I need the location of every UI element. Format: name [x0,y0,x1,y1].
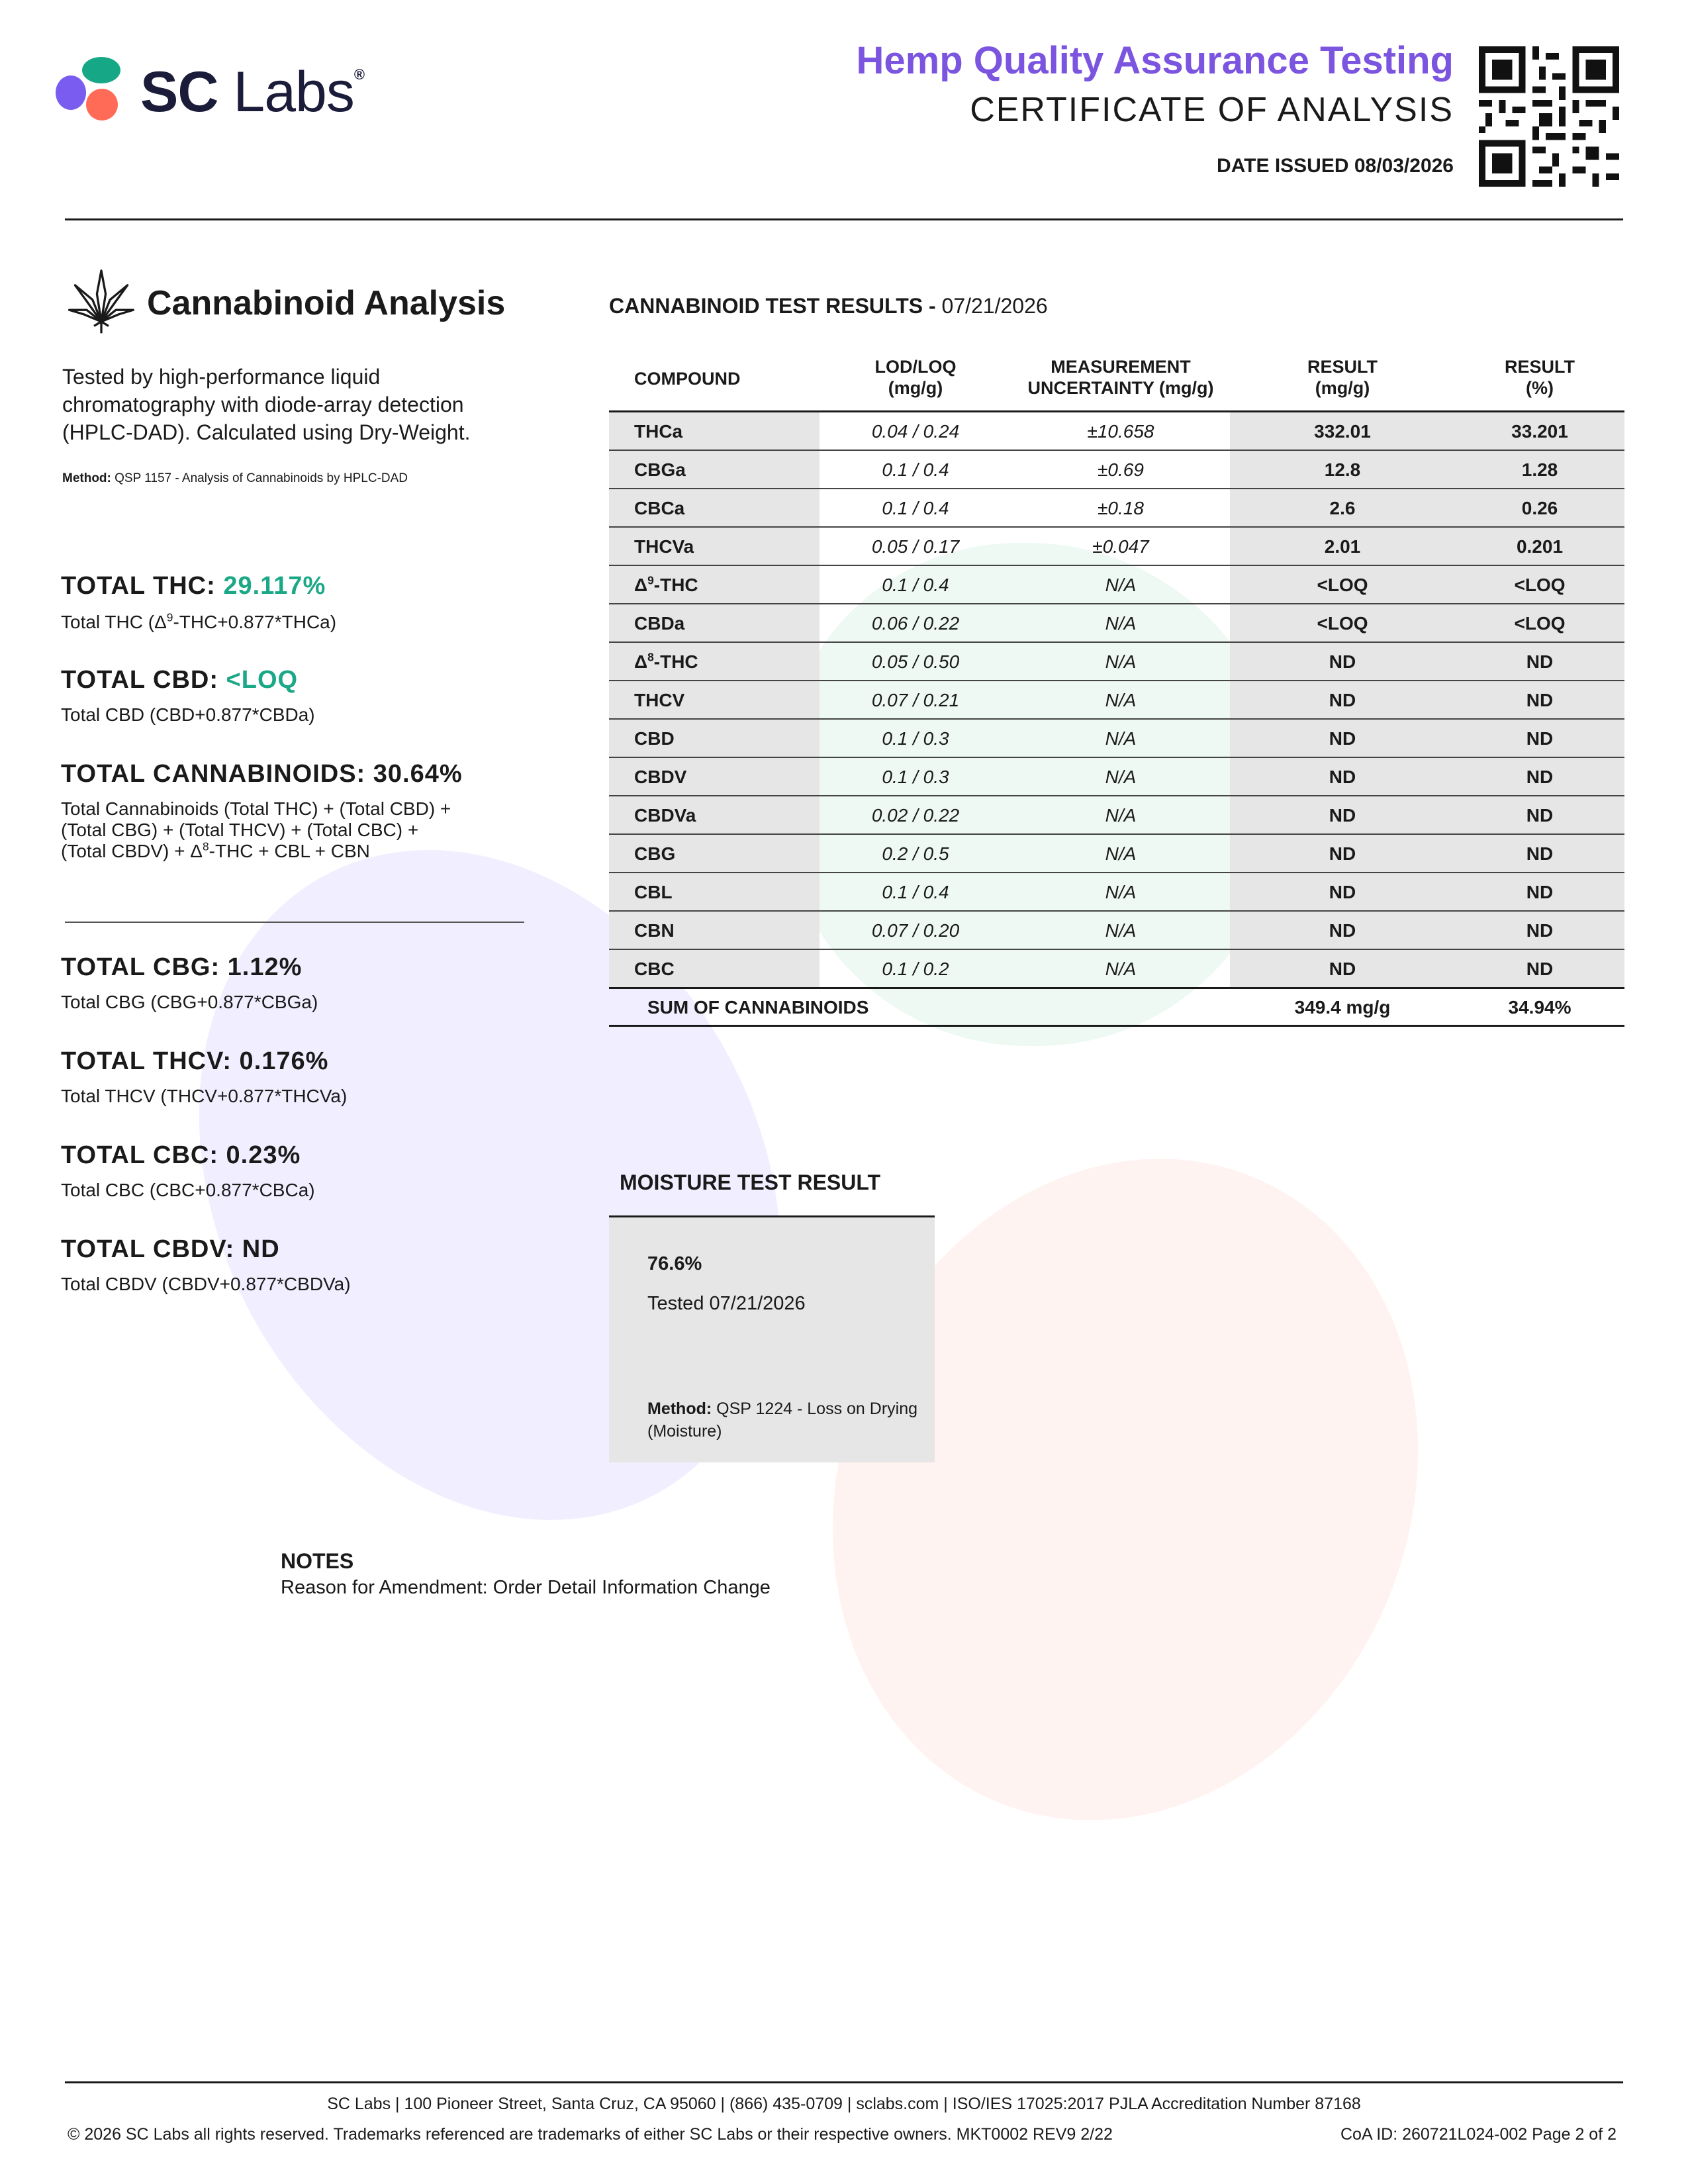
table-header [609,351,1624,412]
lod-loq-value: 0.06 / 0.22 [871,613,960,634]
result-pct-value: 0.201 [1516,536,1564,557]
uncertainty-value: ±0.69 [1098,459,1144,480]
uncertainty-value: N/A [1105,613,1137,634]
uncertainty-value: ±0.047 [1092,536,1149,557]
result-pct-value: ND [1526,767,1554,787]
logo-wordmark: SC Labs® [140,60,365,124]
totals-divider [65,922,524,923]
total-cbdv-formula: Total CBDV (CBDV+0.877*CBDVa) [61,1274,351,1294]
uncertainty-value: ±0.18 [1098,498,1144,518]
logo-violet-dot [56,75,86,110]
lod-loq-value: 0.1 / 0.3 [882,728,949,749]
uncertainty-value: N/A [1105,959,1137,979]
compound-name: CBGa [634,459,686,480]
lod-loq-value: 0.07 / 0.21 [871,690,960,710]
uncertainty-value: N/A [1105,882,1137,902]
total-cbdv-heading: TOTAL CBDV: ND [61,1235,280,1263]
date-issued: DATE ISSUED 08/03/2026 [1217,155,1454,177]
result-pct-value: ND [1526,651,1554,672]
compound-name: THCVa [634,536,694,557]
result-pct-value: ND [1526,843,1554,864]
lod-loq-value: 0.1 / 0.4 [882,498,949,518]
result-pct-value: <LOQ [1514,575,1566,595]
table-row [609,796,1624,835]
result-pct-value: 1.28 [1521,459,1558,480]
moisture-value: 76.6% [647,1253,702,1274]
footer-copyright: © 2026 SC Labs all rights reserved. Trademarks referenced are trademarks of either SC Labs or their respective owners. MKT0002 REV9 2/22 [68,2125,1113,2144]
table-row [609,720,1624,758]
result-mg-value: <LOQ [1317,575,1368,595]
report-title: Hemp Quality Assurance Testing [856,39,1454,82]
uncertainty-value: N/A [1105,651,1137,672]
uncertainty-value: N/A [1105,805,1137,826]
result-pct-value: 0.26 [1521,498,1558,518]
result-pct-value: ND [1526,882,1554,902]
table-row [609,643,1624,681]
table-row [609,681,1624,720]
result-mg-value: ND [1329,651,1356,672]
result-mg-value: ND [1329,690,1356,710]
moisture-tested-date: Tested 07/21/2026 [647,1293,806,1314]
compound-name: CBG [634,843,676,864]
cannabinoid-results-table [609,351,1624,1027]
result-mg-value: 2.6 [1329,498,1356,518]
lod-loq-value: 0.2 / 0.5 [882,843,949,864]
uncertainty-value: N/A [1105,728,1137,749]
table-row [609,873,1624,912]
result-pct-value: ND [1526,920,1554,941]
total-cbd-heading: TOTAL CBD: <LOQ [61,666,299,694]
compound-name: CBDV [634,767,687,787]
total-thcv-formula: Total THCV (THCV+0.877*THCVa) [61,1086,348,1106]
total-thc-heading: TOTAL THC: 29.117% [61,572,326,600]
table-row [609,950,1624,988]
result-pct-value: ND [1526,690,1554,710]
compound-name: CBC [634,959,675,979]
table-row [609,604,1624,643]
sc-labs-logo [56,57,367,130]
col-uncertainty: MEASUREMENT UNCERTAINTY (mg/g) [1027,357,1214,398]
results-title: CANNABINOID TEST RESULTS - 07/21/2026 [609,294,1048,318]
compound-name: CBDVa [634,805,696,826]
result-mg-value: ND [1329,843,1356,864]
result-mg-value: 2.01 [1324,536,1361,557]
lod-loq-value: 0.1 / 0.2 [882,959,949,979]
table-row [609,835,1624,873]
lod-loq-value: 0.02 / 0.22 [871,805,960,826]
compound-name: CBL [634,882,673,902]
logo-green-dot [82,57,120,83]
result-pct-value: ND [1526,728,1554,749]
uncertainty-value: N/A [1105,690,1137,710]
compound-name: THCa [634,421,683,442]
moisture-method: Method: QSP 1224 - Loss on Drying (Moisture) [647,1400,918,1441]
header-divider [65,218,1623,220]
lod-loq-value: 0.05 / 0.17 [871,536,960,557]
table-row [609,758,1624,796]
table-row [609,912,1624,950]
compound-name: CBCa [634,498,685,518]
lod-loq-value: 0.1 / 0.4 [882,575,949,595]
total-cbg-heading: TOTAL CBG: 1.12% [61,953,303,981]
total-thcv-heading: TOTAL THCV: 0.176% [61,1047,329,1075]
table-row [609,412,1624,451]
total-cbc-heading: TOTAL CBC: 0.23% [61,1141,301,1169]
moisture-title: MOISTURE TEST RESULT [620,1170,881,1194]
section-title: Cannabinoid Analysis [147,284,506,322]
table-row [609,451,1624,489]
notes-title: NOTES [281,1549,354,1573]
analysis-description: Tested by high-performance liquid chromatography with diode-array detection (HPLC-DAD). Calculated using Dry-Weight. [62,365,471,444]
col-result-mg: RESULT (mg/g) [1307,357,1378,398]
col-result-pct: RESULT (%) [1505,357,1575,398]
result-mg-value: ND [1329,920,1356,941]
compound-name: THCV [634,690,685,710]
total-cbc-formula: Total CBC (CBC+0.877*CBCa) [61,1180,315,1200]
result-mg-value: <LOQ [1317,613,1368,634]
cannabis-leaf-icon [65,265,138,338]
total-cannabinoids-heading: TOTAL CANNABINOIDS: 30.64% [61,760,463,788]
uncertainty-value: ±10.658 [1087,421,1154,442]
sum-row [609,987,1624,1027]
lod-loq-value: 0.1 / 0.4 [882,882,949,902]
background-pink-shape [735,1070,1515,1909]
compound-name: $\Delta^9$-THC [634,573,698,595]
sum-pct: 34.94% [1508,997,1571,1018]
result-mg-value: 332.01 [1314,421,1371,442]
compound-name: $\Delta^8$-THC [634,650,698,672]
notes-text: Reason for Amendment: Order Detail Information Change [281,1577,771,1598]
result-mg-value: ND [1329,728,1356,749]
moisture-result-box [609,1215,935,1462]
result-pct-value: <LOQ [1514,613,1566,634]
result-pct-value: 33.201 [1511,421,1568,442]
uncertainty-value: N/A [1105,843,1137,864]
report-subtitle: CERTIFICATE OF ANALYSIS [970,91,1454,129]
total-cannabinoids-formula: Total Cannabinoids (Total THC) + (Total CBD) + (Total CBG) + (Total THCV) + (Total CBC) + (Total CBDV) + $\Delta^8$-THC + CBL + CBN [61,798,451,861]
result-mg-value: ND [1329,882,1356,902]
compound-name: CBD [634,728,675,749]
sum-mg: 349.4 mg/g [1294,997,1391,1018]
table-body [609,412,1624,988]
result-mg-value: ND [1329,767,1356,787]
footer-address: SC Labs | 100 Pioneer Street, Santa Cruz, CA 95060 | (866) 435-0709 | sclabs.com | ISO/IES 17025:2017 PJLA Accreditation Number 87168 [327,2095,1361,2113]
compound-name: CBDa [634,613,685,634]
lod-loq-value: 0.04 / 0.24 [871,421,960,442]
qr-code-icon[interactable] [1479,46,1619,187]
col-compound: COMPOUND [634,369,741,389]
footer-divider [65,2081,1623,2083]
sum-label: SUM OF CANNABINOIDS [647,997,869,1018]
table-row [609,528,1624,566]
col-lod-loq: LOD/LOQ (mg/g) [874,357,957,398]
compound-name: CBN [634,920,675,941]
uncertainty-value: N/A [1105,767,1137,787]
lod-loq-value: 0.05 / 0.50 [871,651,960,672]
analysis-method: Method: QSP 1157 - Analysis of Cannabinoids by HPLC-DAD [62,471,408,485]
result-pct-value: ND [1526,805,1554,826]
lod-loq-value: 0.07 / 0.20 [871,920,960,941]
result-mg-value: ND [1329,805,1356,826]
lod-loq-value: 0.1 / 0.4 [882,459,949,480]
uncertainty-value: N/A [1105,575,1137,595]
footer-coa-id: CoA ID: 260721L024-002 Page 2 of 2 [1340,2125,1617,2144]
result-mg-value: ND [1329,959,1356,979]
uncertainty-value: N/A [1105,920,1137,941]
result-mg-value: 12.8 [1324,459,1361,480]
table-row [609,489,1624,528]
total-thc-formula: Total THC $(\Delta^9-THC+0.877*THCa)$ [61,610,337,632]
total-cbd-formula: Total CBD (CBD+0.877*CBDa) [61,704,315,725]
table-row [609,566,1624,604]
logo-coral-dot [86,89,118,120]
lod-loq-value: 0.1 / 0.3 [882,767,949,787]
result-pct-value: ND [1526,959,1554,979]
total-cbg-formula: Total CBG (CBG+0.877*CBGa) [61,992,318,1012]
